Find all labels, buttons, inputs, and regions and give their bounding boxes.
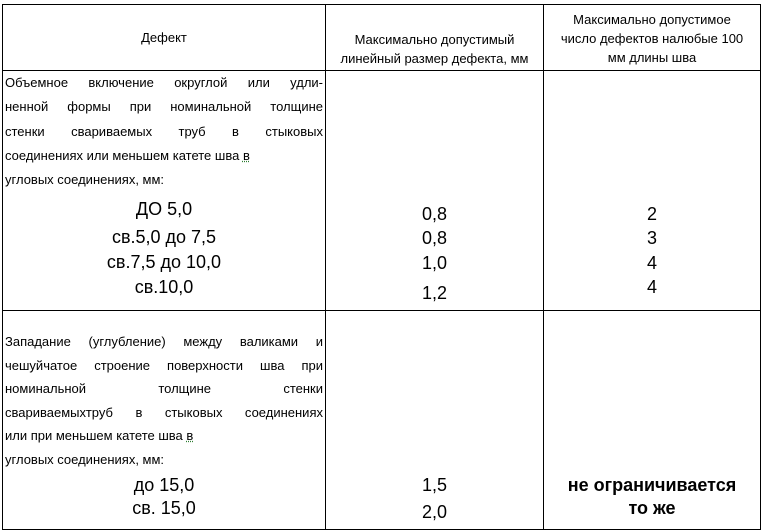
section1-size: 0,8 [421,204,448,224]
section2-range: св. 15,0 [132,498,196,518]
section1-description [5,71,323,192]
section2-description [5,330,323,471]
section2-count-unlimited: не ограничивается [567,475,737,495]
section-divider [2,310,761,311]
section2-range: до 15,0 [133,475,195,495]
section1-size: 1,0 [421,253,448,273]
header-max-size-line1: Максимально допустимый [354,32,515,47]
section1-size: 1,2 [421,283,448,303]
section2-size: 2,0 [421,502,448,522]
section2-desc-line: чешуйчатое строение поверхности шва при [5,357,323,373]
section1-desc-line: соединениях или меньшем катете шва в [5,147,250,163]
section2-desc-line: Западание (углубление) между валиками и [5,334,323,349]
section1-desc-line: стенки свариваемых труб в стыковых [5,123,323,139]
underlined-word: в [242,147,250,163]
section1-range: ДО 5,0 [135,199,193,219]
table-right-border [760,4,761,530]
underlined-word: в [186,428,194,443]
section1-range: св.7,5 до 10,0 [106,252,222,272]
section2-desc-line: номинальной толщине стенки [5,381,323,396]
section2-count-same: то же [628,498,676,518]
section1-desc-line: ненной формы при номинальной толщине [5,99,323,115]
header-max-count-line3: мм длины шва [607,50,697,65]
section1-desc-line: угловых соединениях, мм: [5,172,165,188]
section2-desc-line: свариваемыхтруб в стыковых соединениях [5,404,323,420]
section2-desc-line: или при меньшем катете шва в [5,428,194,443]
section2-size: 1,5 [421,475,448,495]
header-max-size-line2: линейный размер дефекта, мм [340,51,529,66]
section1-desc-line: Объемное включение округлой или удли- [5,75,323,90]
section1-range: св.10,0 [134,277,194,297]
table-bottom-border [2,529,761,530]
section1-count: 3 [646,228,657,248]
header-max-count-line2: число дефектов налюбые 100 [560,31,744,46]
section1-count: 2 [646,204,657,224]
section1-count: 4 [646,277,657,297]
table-top-border [2,4,761,5]
section2-desc-line: угловых соединениях, мм: [5,451,165,467]
section1-size: 0,8 [421,228,448,248]
header-defect: Дефект [141,30,187,45]
header-max-count-line1: Максимально допустимое [573,12,731,27]
section1-range: св.5,0 до 7,5 [111,227,217,247]
section1-count: 4 [646,253,657,273]
